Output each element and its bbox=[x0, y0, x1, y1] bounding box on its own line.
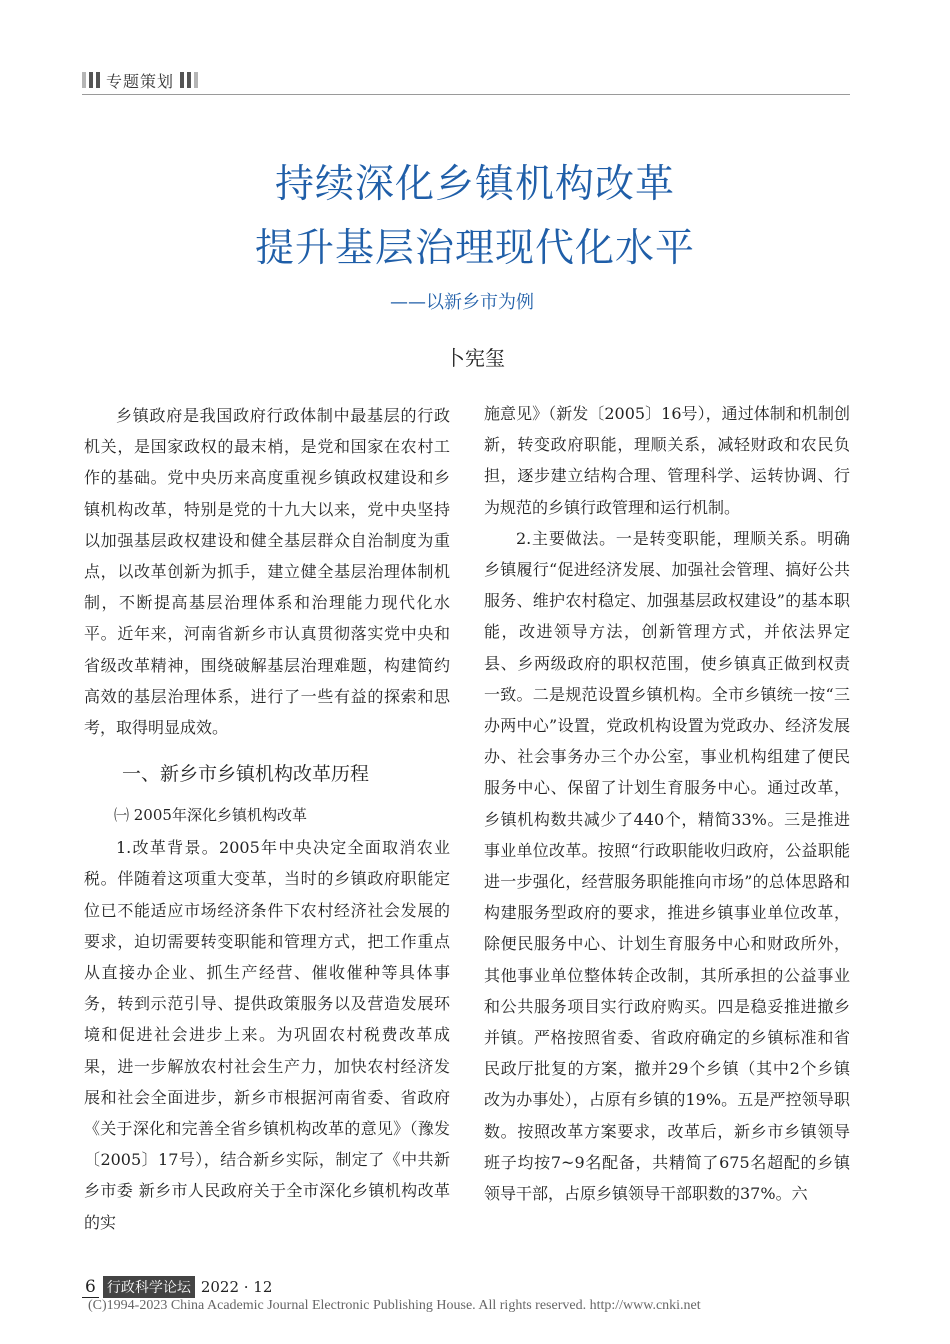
decor-bar bbox=[82, 72, 86, 88]
page-footer bbox=[82, 1276, 272, 1298]
decor-bar bbox=[180, 72, 184, 88]
journal-name: 行政科学论坛 bbox=[103, 1276, 195, 1298]
copyright-notice: (C)1994-2023 China Academic Journal Electronic Publishing House. All rights reserved. http://www.cnki.net bbox=[88, 1298, 701, 1313]
author-name: 卜宪玺 bbox=[445, 346, 505, 370]
body-paragraph: 2.主要做法。一是转变职能，理顺关系。明确乡镇履行“促进经济发展、加强社会管理、搞好公共服务、维护农村稳定、加强基层政权建设”的基本职能，改进领导方法，创新管理方式，并依法界定县、乡两级政府的职权范围，使乡镇真正做到权责一致。二是规范设置乡镇机构。全市乡镇统一按“三办两中心”设置，党政机构设置为党政办、经济发展办、社会事务办三个办公室，事业机构组建了便民服务中心、保留了计划生育服务中心。通过改革，乡镇机构数共减少了440个，精简33%。三是推进事业单位改革。按照“行政职能收归政府，公益职能进一步强化，经营服务职能推向市场”的总体思路和构建服务型政府的要求，推进乡镇事业单位改革，除便民服务中心、计划生育服务中心和财政所外，其他事业单位整体转企改制，其所承担的公益事业和公共服务项目实行政府购买。四是稳妥推进撤乡并镇。严格按照省委、省政府确定的乡镇标准和省民政厅批复的方案，撤并29个乡镇（其中2个乡镇改为办事处），占原有乡镇的19%。五是严控领导职数。按照改革方案要求，改革后，新乡市乡镇领导班子均按7~9名配备，共精简了675名超配的乡镇领导干部，占原乡镇领导干部职数的37%。六 bbox=[484, 528, 850, 1204]
intro-paragraph: 乡镇政府是我国政府行政体制中最基层的行政机关，是国家政权的最末梢，是党和国家在农村工作的基础。党中央历来高度重视乡镇政权建设和乡镇机构改革，特别是党的十九大以来，党中央坚持以加强基层政权建设和健全基层群众自治制度为重点，以改革创新为抓手，建立健全基层治理体制机制，不断提高基层治理体系和治理能力现代化水平。近年来，河南省新乡市认真贯彻落实党中央和省级改革精神，围绕破解基层治理难题，构建简约高效的基层治理体系，进行了一些有益的探索和思考，取得明显成效。 bbox=[84, 406, 450, 738]
header-bars-left bbox=[82, 72, 100, 88]
decor-bar bbox=[194, 72, 198, 88]
right-column bbox=[484, 398, 850, 1209]
body-paragraph: 1.改革背景。2005年中央决定全面取消农业税。伴随着这项重大变革，当时的乡镇政府职能定位已不能适应市场经济条件下农村经济社会发展的要求，迫切需要转变职能和管理方式，把工作重点从直接办企业、抓生产经营、催收催种等具体事务，转到示范引导、提供政策服务以及营造发展环境和促进社会进步上来。为巩固农村税费改革成果，进一步解放农村社会生产力，加快农村经济发展和社会全面进步，新乡市根据河南省委、省政府《关于深化和完善全省乡镇机构改革的意见》（豫发〔2005〕17号），结合新乡实际，制定了《中共新乡市委 新乡市人民政府关于全市深化乡镇机构改革的实 bbox=[84, 838, 450, 1232]
article-title-line1: 持续深化乡镇机构改革 bbox=[274, 162, 675, 207]
decor-bar bbox=[187, 72, 191, 88]
subsection-heading: ㈠ 2005年深化乡镇机构改革 bbox=[114, 806, 307, 825]
page-number: 6 bbox=[82, 1277, 99, 1298]
section-header bbox=[82, 66, 850, 95]
article-subtitle: ——以新乡市为例 bbox=[390, 292, 534, 313]
section-heading: 一、新乡市乡镇机构改革历程 bbox=[122, 763, 370, 786]
issue-label: 2022 · 12 bbox=[200, 1278, 273, 1296]
decor-bar bbox=[89, 72, 93, 88]
article-title-line2: 提升基层治理现代化水平 bbox=[254, 226, 695, 271]
body-paragraph-continued: 施意见》（新发〔2005〕16号），通过体制和机制创新，转变政府职能，理顺关系，减轻财政和农民负担，逐步建立结构合理、管理科学、运转协调、行为规范的乡镇行政管理和运行机制。 bbox=[484, 404, 850, 517]
left-column bbox=[84, 400, 450, 1238]
header-bars-right bbox=[180, 72, 198, 88]
section-label: 专题策划 bbox=[106, 71, 175, 91]
decor-bar bbox=[96, 72, 100, 88]
